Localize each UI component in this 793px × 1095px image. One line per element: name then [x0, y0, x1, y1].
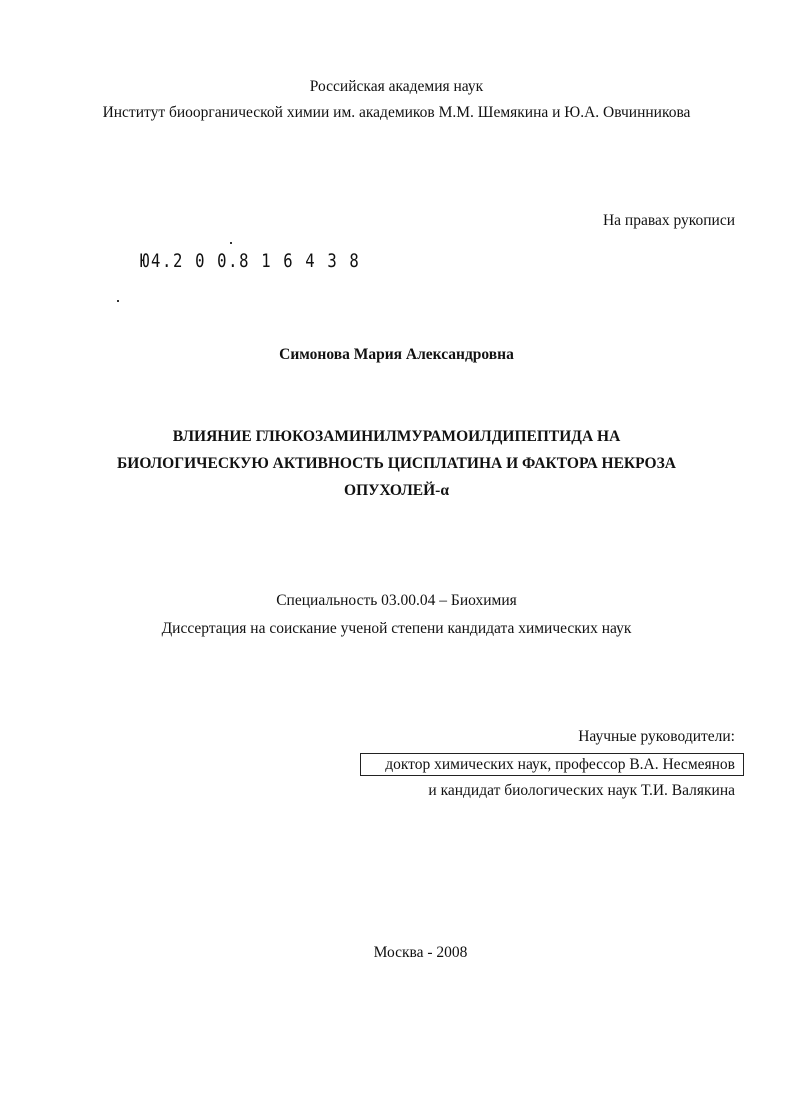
author-name: Симонова Мария Александровна: [279, 346, 514, 363]
academy-name: Российская академия наук: [309, 78, 484, 95]
institute-name: Институт биоорганической химии им. академиков М.М. Шемякина и Ю.А. Овчинникова: [102, 104, 691, 121]
library-stamp: Ю4.2 0 0.8 1 6 4 3 8: [140, 250, 361, 272]
title-line-1: ВЛИЯНИЕ ГЛЮКОЗАМИНИЛМУРАМОИЛДИПЕПТИДА НА: [172, 428, 621, 445]
manuscript-note: На правах рукописи: [602, 212, 735, 229]
supervisor-first: доктор химических наук, профессор В.А. Несмеянов: [385, 756, 735, 773]
supervisors-label: Научные руководители:: [578, 728, 735, 745]
scan-speck: [117, 300, 119, 302]
supervisor-second: и кандидат биологических наук Т.И. Валякина: [428, 782, 735, 799]
scan-speck: [230, 242, 232, 244]
specialty: Специальность 03.00.04 – Биохимия: [276, 592, 517, 609]
title-line-3: ОПУХОЛЕЙ-α: [344, 482, 449, 499]
degree: Диссертация на соискание ученой степени кандидата химических наук: [161, 620, 632, 637]
title-line-2: БИОЛОГИЧЕСКУЮ АКТИВНОСТЬ ЦИСПЛАТИНА И ФАКТОРА НЕКРОЗА: [117, 455, 676, 472]
city-year: Москва - 2008: [373, 944, 468, 961]
